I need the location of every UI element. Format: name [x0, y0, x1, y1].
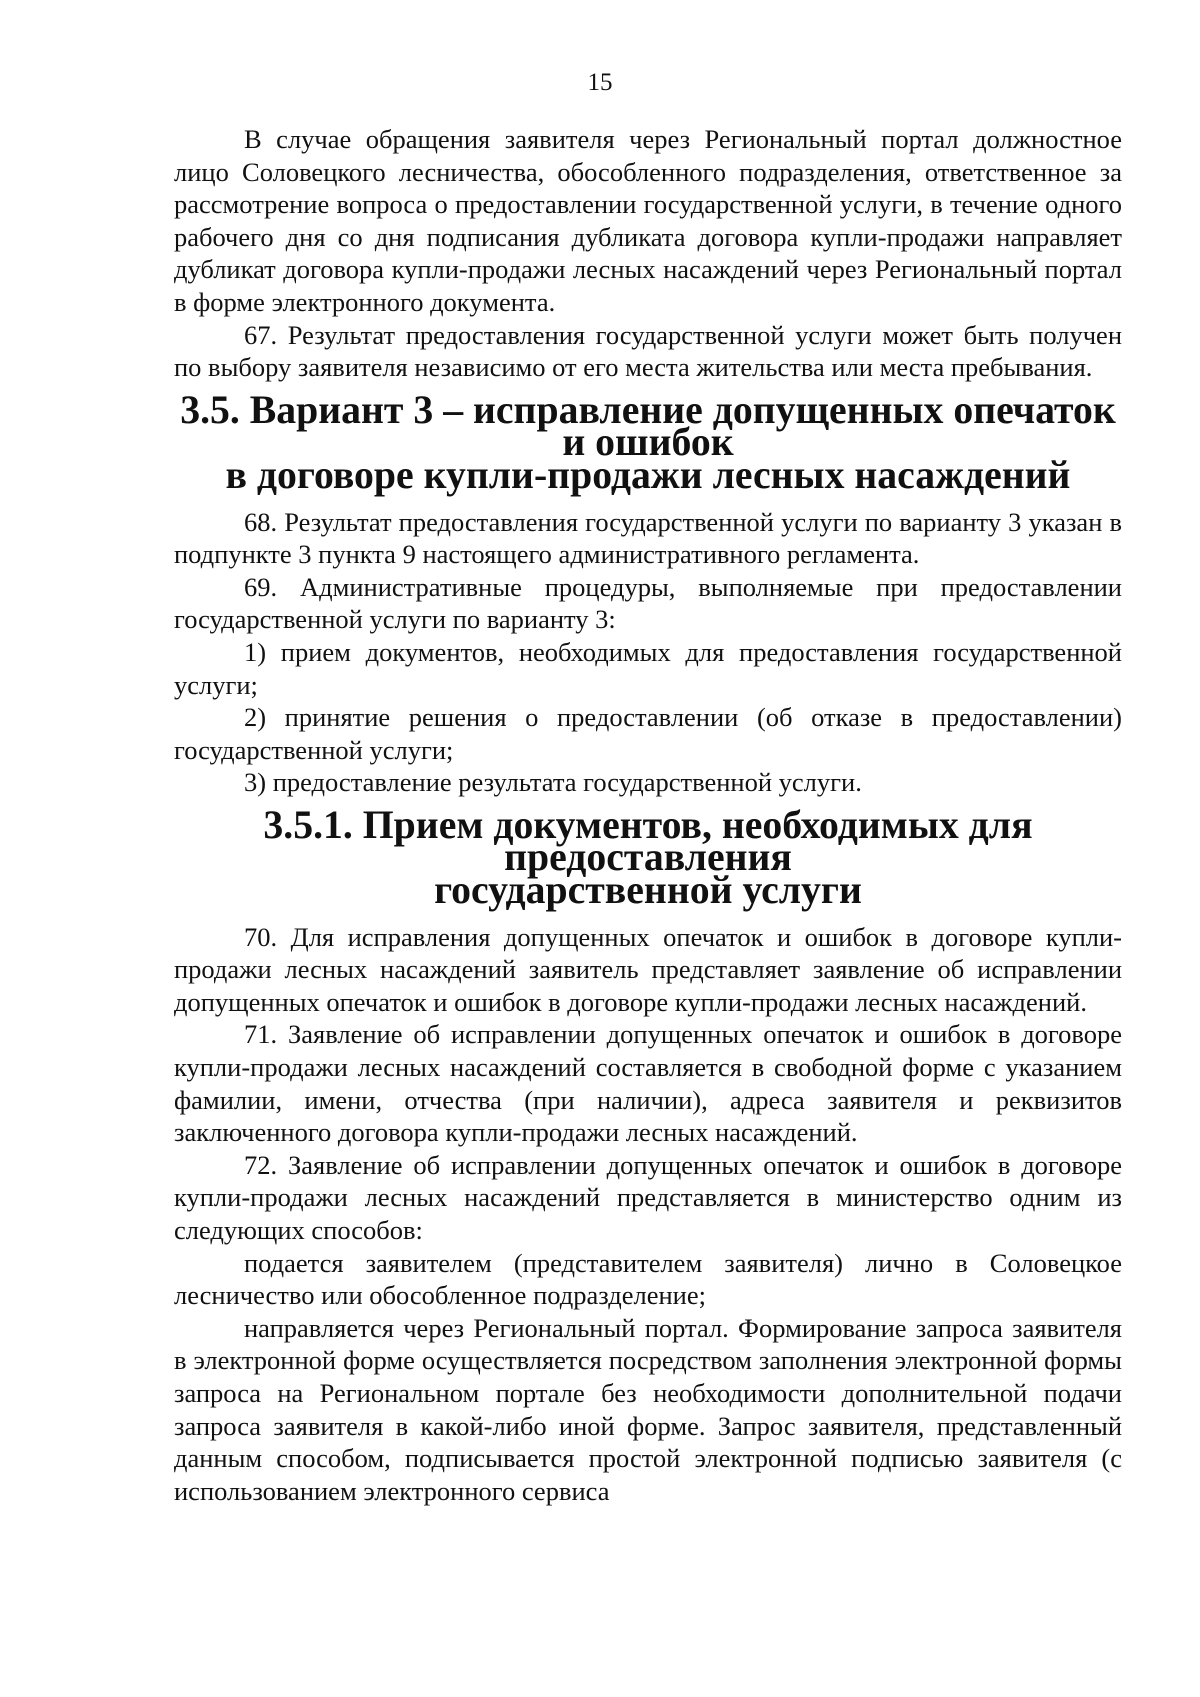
heading-line: в договоре купли-продажи лесных насаждений — [225, 452, 1071, 497]
paragraph-70: 70. Для исправления допущенных опечаток и ошибок в договоре купли-продажи лесных насаждений заявитель представляет заявление об исправлении допущенных опечаток и ошибок в договоре купли-продажи лесных насаждений. — [174, 921, 1122, 1017]
section-heading-3-5-1 — [174, 802, 1122, 913]
list-item-2: 2) принятие решения о предоставлении (об отказе в предоставлении) государственной услуги; — [174, 702, 1122, 765]
section-heading-3-5 — [174, 387, 1122, 497]
paragraph-67: 67. Результат предоставления государственной услуги может быть получен по выбору заявителя независимо от его места жительства или места пребывания. — [174, 319, 1122, 383]
list-item-1: 1) прием документов, необходимых для предоставления государственной услуги; — [174, 636, 1122, 700]
paragraph: направляется через Региональный портал. Формирование запроса заявителя в электронной форме осуществляется посредством заполнения электронной формы запроса на Региональном портале без необходимости дополнительной подачи запроса заявителя в какой-либо иной форме. Запрос заявителя, представленный данным способом, подписывается простой электронной подписью заявителя (с использованием электронного сервиса — [174, 1312, 1122, 1506]
paragraph: подается заявителем (представителем заявителя) лично в Соловецкое лесничество или обособленное подразделение; — [174, 1247, 1122, 1311]
paragraph-68: 68. Результат предоставления государственной услуги по варианту 3 указан в подпункте 3 пункта 9 настоящего административного регламента. — [174, 506, 1122, 570]
paragraph-69: 69. Административные процедуры, выполняемые при предоставлении государственной услуги по варианту 3: — [174, 571, 1122, 635]
heading-line: 3.5. Вариант 3 – исправление допущенных опечаток и ошибок — [180, 387, 1116, 465]
paragraph-72: 72. Заявление об исправлении допущенных опечаток и ошибок в договоре купли-продажи лесных насаждений представляется в министерство одним из следующих способов: — [174, 1149, 1122, 1245]
paragraph-71: 71. Заявление об исправлении допущенных опечаток и ошибок в договоре купли-продажи лесных насаждений составляется в свободной форме с указанием фамилии, имени, отчества (при наличии), адреса заявителя и реквизитов заключенного договора купли-продажи лесных насаждений. — [174, 1019, 1122, 1148]
heading-line: государственной услуги — [434, 868, 862, 913]
list-item-3: 3) предоставление результата государственной услуги. — [244, 767, 862, 798]
paragraph: В случае обращения заявителя через Региональный портал должностное лицо Соловецкого лесничества, обособленного подразделения, ответственное за рассмотрение вопроса о предоставлении государственной услуги, в течение одного рабочего дня со дня подписания дубликата договора купли-продажи направляет дубликат договора купли-продажи лесных насаждений через Региональный портал в форме электронного документа. — [174, 124, 1122, 317]
document-body — [174, 123, 1122, 1507]
page-number: 15 — [587, 69, 613, 96]
heading-line: 3.5.1. Прием документов, необходимых для предоставления — [263, 802, 1033, 880]
